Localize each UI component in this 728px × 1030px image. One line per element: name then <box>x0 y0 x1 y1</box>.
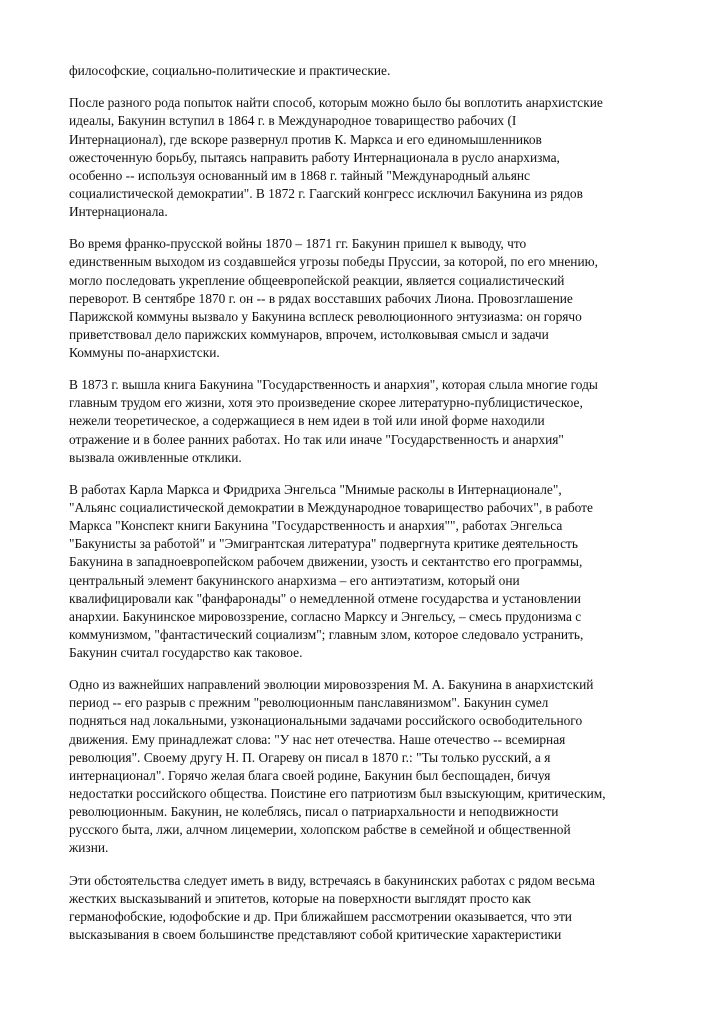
text-line: Маркса "Конспект книги Бакунина "Государственность и анархия"", работах Энгельса <box>69 518 563 534</box>
text-line: В работах Карла Маркса и Фридриха Энгельса "Мнимые расколы в Интернационале", <box>69 482 562 498</box>
text-line: русского быта, лжи, алчном лицемерии, холопском рабстве в семейной и общественной <box>69 822 571 838</box>
text-line: Эти обстоятельства следует иметь в виду, встречаясь в бакунинских работах с рядом весьма <box>69 872 595 888</box>
text-line: "Бакунисты за работой" и "Эмигрантская литература" подвергнута критике деятельность <box>69 536 578 552</box>
text-line: главным трудом его жизни, хотя это произведение скорее литературно-публицистическое, <box>69 395 583 411</box>
text-line: отражение и в более ранних работах. Но так или иначе "Государственность и анархия" <box>69 431 564 447</box>
text-line: недостатки российского общества. Поистине его патриотизм был взыскующим, критическим, <box>69 785 606 801</box>
text-line: ожесточенную борьбу, пытаясь направить работу Интернационала в русло анархизма, <box>69 149 560 165</box>
text-line: революция". Своему другу Н. П. Огареву он писал в 1870 г.: "Ты только русский, а я <box>69 749 551 765</box>
text-line: После разного рода попыток найти способ, которым можно было бы воплотить анархистские <box>69 95 603 111</box>
paragraph-6 <box>69 676 689 857</box>
text-line: период -- его разрыв с прежним "революционным панславянизмом". Бакунин сумел <box>69 695 549 711</box>
text-line: Коммуны по-анархистски. <box>69 344 220 360</box>
text-line: революционным. Бакунин, не колеблясь, писал о патриархальности и неподвижности <box>69 803 559 819</box>
paragraph-2 <box>69 94 689 221</box>
text-line: анархии. Бакунинское мировоззрение, согласно Марксу и Энгельсу, – смесь прудонизма с <box>69 608 582 624</box>
paragraph-4 <box>69 376 689 466</box>
paragraph-7 <box>69 872 689 944</box>
text-line: высказывания в своем большинстве представляют собой критические характеристики <box>69 926 562 942</box>
text-line: нежели теоретическое, а содержащиеся в нем идеи в той или иной форме находили <box>69 413 545 429</box>
text-line: вызвала оживленные отклики. <box>69 449 242 465</box>
paragraph-5 <box>69 481 689 662</box>
text-line: философские, социально-политические и практические. <box>69 63 391 78</box>
text-line: движения. Ему принадлежат слова: "У нас нет отечества. Наше отечество -- всемирная <box>69 731 566 747</box>
text-line: интернационал". Горячо желая блага своей родине, Бакунин был беспощаден, бичуя <box>69 767 551 783</box>
text-line: квалифицировали как "фанфаронады" о немедленной отмене государства и установлении <box>69 590 581 606</box>
text-line: Парижской коммуны вызвало у Бакунина всплеск революционного энтузиазма: он горячо <box>69 308 582 324</box>
text-line: жизни. <box>69 840 109 856</box>
text-line: Бакунин считал государство как таковое. <box>69 644 303 660</box>
text-line: В 1873 г. вышла книга Бакунина "Государственность и анархия", которая слыла многие годы <box>69 377 598 393</box>
paragraph-3 <box>69 235 689 362</box>
text-line: центральный элемент бакунинского анархизма – его антиэтатизм, который они <box>69 572 520 588</box>
text-line: социалистической демократии". В 1872 г. Гаагский конгресс исключил Бакунина из рядов <box>69 185 583 201</box>
text-line: подняться над локальными, узконациональными задачами российского освободительного <box>69 713 583 729</box>
text-line: Во время франко-прусской войны 1870 – 1871 гг. Бакунин пришел к выводу, что <box>69 236 527 252</box>
text-line: "Альянс социалистической демократии в Международное товарищество рабочих", в работе <box>69 500 593 516</box>
text-line: коммунизмом, "фантастический социализм"; главным злом, которое следовало устранить, <box>69 626 584 642</box>
text-line: единственным выходом из создавшейся угрозы победы Пруссии, за которой, по его мнению, <box>69 254 598 270</box>
text-line: жестких высказываний и эпитетов, которые на поверхности выглядят просто как <box>69 890 531 906</box>
text-line: Бакунина в западноевропейском рабочем движении, узость и сектантство его программы, <box>69 554 583 570</box>
text-line: могло последовать укрепление общеевропейской реакции, является социалистический <box>69 272 565 288</box>
text-line: Интернационал), где вскоре развернул против К. Маркса и его единомышленников <box>69 131 542 147</box>
text-line: Интернационала. <box>69 203 168 219</box>
paragraph-1 <box>69 62 689 80</box>
text-line: Одно из важнейших направлений эволюции мировоззрения М. А. Бакунина в анархистский <box>69 677 594 693</box>
text-line: идеалы, Бакунин вступил в 1864 г. в Международное товарищество рабочих (I <box>69 113 517 129</box>
text-line: переворот. В сентябре 1870 г. он -- в рядах восставших рабочих Лиона. Провозглашение <box>69 290 573 306</box>
text-line: германофобские, юдофобские и др. При ближайшем рассмотрении оказывается, что эти <box>69 908 572 924</box>
document-page <box>69 62 689 958</box>
text-line: особенно -- используя основанный им в 1868 г. тайный "Международный альянс <box>69 167 531 183</box>
text-line: приветствовал дело парижских коммунаров, впрочем, истолковывая смысл и задачи <box>69 326 549 342</box>
